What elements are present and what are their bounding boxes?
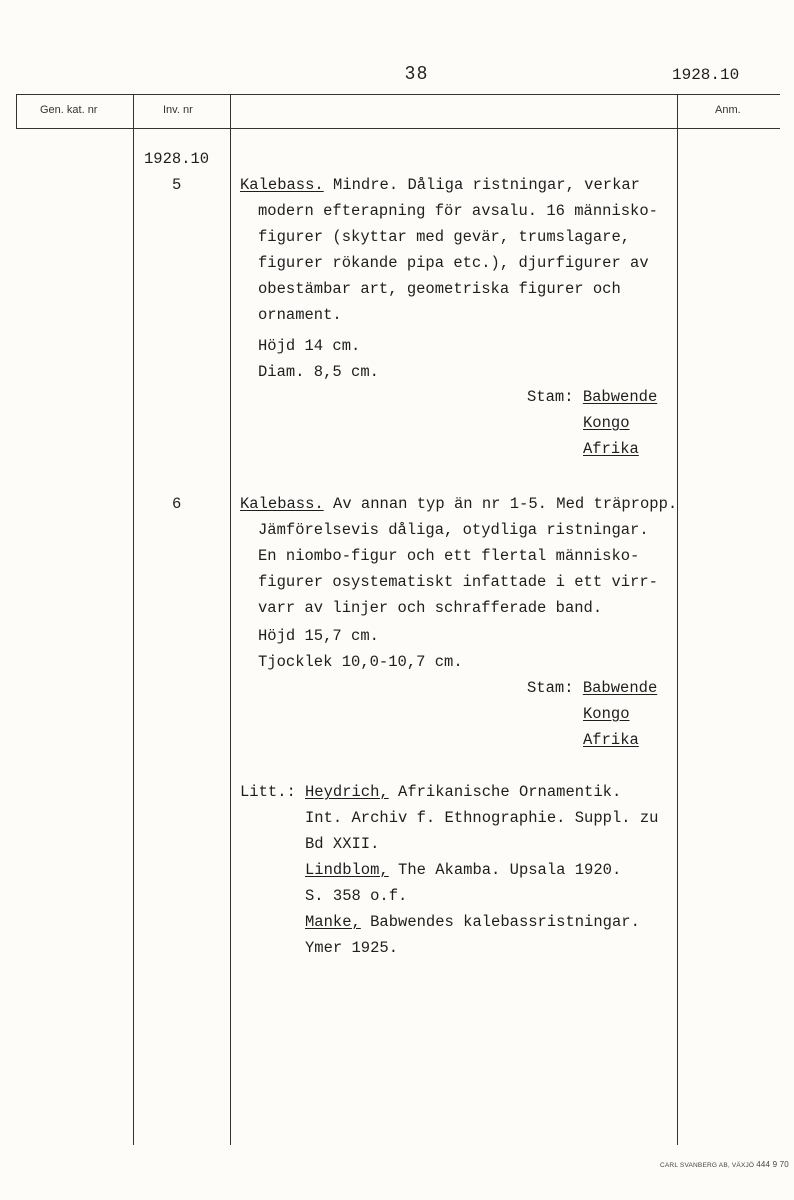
continent-name: Afrika — [583, 731, 639, 749]
entry-first-line — [240, 491, 677, 517]
printer-name: CARL SVANBERG AB, VÄXJÖ — [660, 1162, 755, 1169]
entry-title: Kalebass. — [240, 176, 324, 194]
column-header-gen-kat-nr: Gen. kat. nr — [40, 104, 98, 116]
header-top-rule — [16, 94, 780, 95]
column-divider-inv-text — [230, 94, 231, 1145]
entry-line: Mindre. Dåliga ristningar, verkar — [333, 176, 640, 194]
literature-text: Afrikanische Ornamentik. — [398, 783, 622, 801]
entry-line: Jämförelsevis dåliga, otydliga ristningar. — [258, 521, 649, 539]
inv-number: 5 — [172, 176, 182, 194]
region-name: Kongo — [583, 705, 630, 723]
entry-line: Av annan typ än nr 1-5. Med träpropp. — [333, 495, 678, 513]
literature-author: Manke, — [305, 913, 361, 931]
entry-thickness: Tjocklek 10,0-10,7 cm. — [258, 653, 463, 671]
literature-text: The Akamba. Upsala 1920. — [398, 861, 622, 879]
entry-line: ornament. — [258, 306, 342, 324]
column-divider-gen-inv — [133, 94, 134, 1145]
literature-line: Int. Archiv f. Ethnographie. Suppl. zu — [305, 809, 659, 827]
continent-name: Afrika — [583, 440, 639, 458]
stam-line — [527, 384, 657, 410]
entry-height: Höjd 14 cm. — [258, 337, 361, 355]
entry-title: Kalebass. — [240, 495, 324, 513]
literature-line: Bd XXII. — [305, 835, 380, 853]
literature-line: Ymer 1925. — [305, 939, 399, 957]
stam-line — [527, 675, 657, 701]
entry-line: figurer rökande pipa etc.), djurfigurer av — [258, 254, 649, 272]
column-header-anm: Anm. — [715, 104, 741, 116]
left-border — [16, 94, 17, 128]
page-number: 38 — [405, 63, 430, 83]
literature-line: S. 358 o.f. — [305, 887, 408, 905]
literature-author: Lindblom, — [305, 861, 389, 879]
literature-ref — [305, 909, 640, 935]
literature-text: Babwendes kalebassristningar. — [370, 913, 640, 931]
stam-label: Stam: — [527, 388, 574, 406]
entry-line: figurer osystematiskt infattade i ett virr- — [258, 573, 658, 591]
entry-line: figurer (skyttar med gevär, trumslagare, — [258, 228, 631, 246]
region-name: Kongo — [583, 414, 630, 432]
entry-first-line — [240, 172, 640, 198]
stam-label: Stam: — [527, 679, 574, 697]
entry-line: varr av linjer och schrafferade band. — [258, 599, 603, 617]
entry-diameter: Diam. 8,5 cm. — [258, 363, 379, 381]
header-accession-number: 1928.10 — [672, 66, 740, 84]
printer-imprint — [660, 1160, 789, 1169]
entry-line: En niombo-figur och ett flertal människo- — [258, 547, 640, 565]
literature-label: Litt.: — [240, 783, 296, 801]
form-code: 444 9 70 — [756, 1160, 789, 1169]
stam-name: Babwende — [582, 388, 658, 406]
entry-height: Höjd 15,7 cm. — [258, 627, 379, 645]
literature-author: Heydrich, — [305, 783, 389, 801]
entry-line: obestämbar art, geometriska figurer och — [258, 280, 621, 298]
inv-number: 6 — [172, 495, 182, 513]
literature-ref — [305, 779, 621, 805]
stam-name: Babwende — [582, 679, 658, 697]
column-header-inv-nr: Inv. nr — [163, 104, 193, 116]
column-divider-text-anm — [677, 94, 678, 1145]
entry-line: modern efterapning för avsalu. 16 människo- — [258, 202, 658, 220]
literature-ref — [305, 857, 621, 883]
group-number: 1928.10 — [144, 150, 210, 168]
header-bottom-rule — [16, 128, 780, 129]
